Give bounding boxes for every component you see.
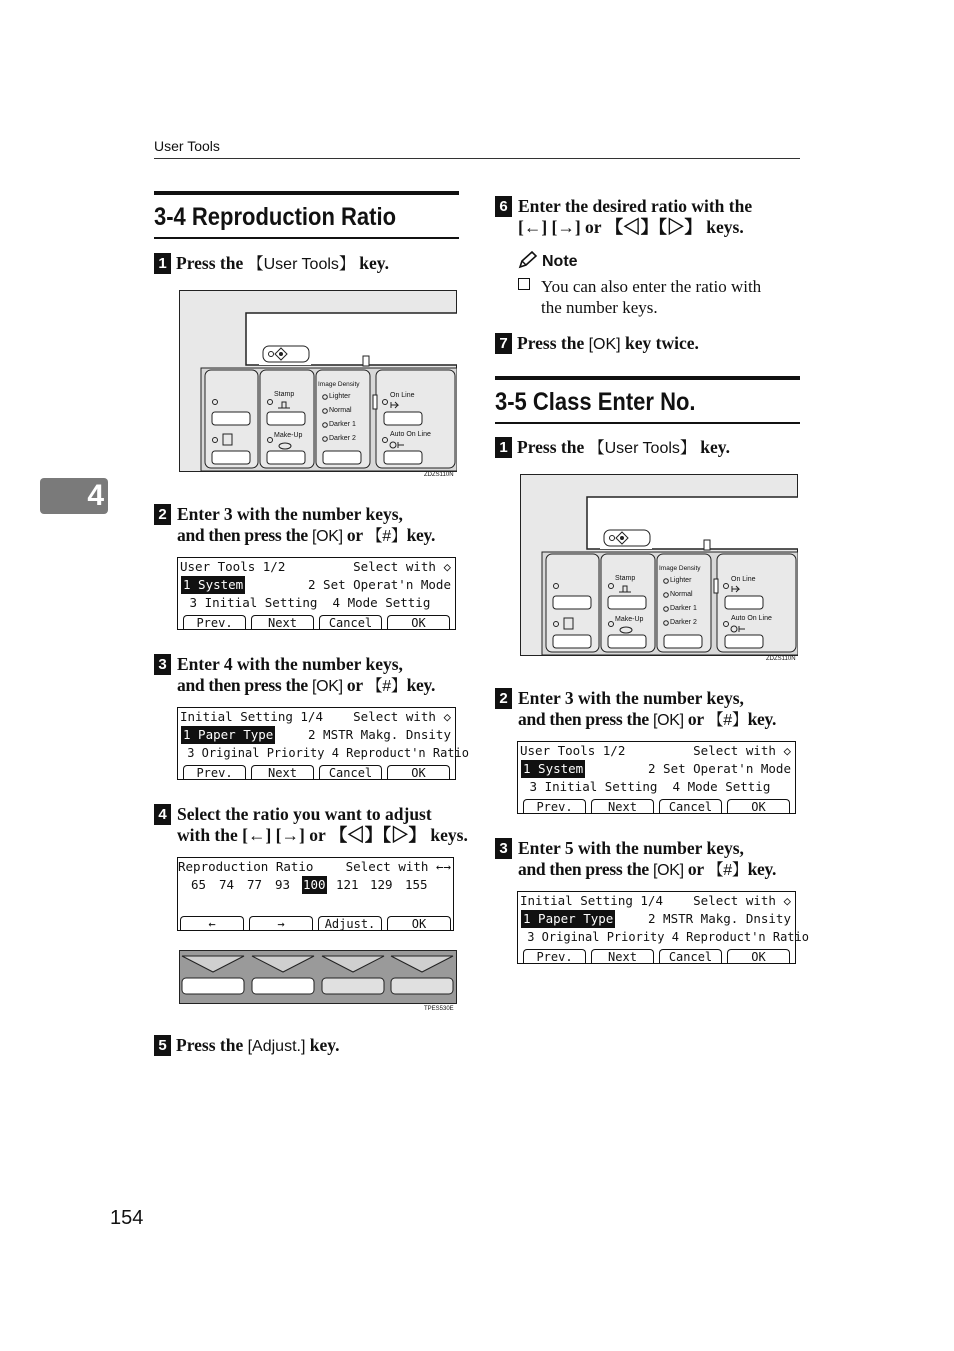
lcd-cancel-button[interactable]: Cancel xyxy=(659,949,722,963)
lcd-row-1 xyxy=(178,858,453,876)
lcd-row-3: 3 Original Priority 4 Reproduct'n Ratio xyxy=(520,930,809,944)
lcd-row-2 xyxy=(518,910,795,928)
step-1 xyxy=(154,253,464,275)
lcd-item: 2 Set Operat'n Mode xyxy=(648,761,791,776)
lcd-title: Initial Setting 1/4 xyxy=(520,893,663,908)
section-heading-3-5 xyxy=(495,376,800,424)
step-text-line xyxy=(177,675,459,697)
auto-online-label: Auto On Line xyxy=(731,615,772,622)
step-5 xyxy=(154,1035,464,1057)
lighter-label: Lighter xyxy=(329,393,351,400)
step-text: and then press the xyxy=(177,525,312,545)
step-number: 1 xyxy=(154,253,171,274)
ratio-value: 121 xyxy=(336,877,359,892)
lcd-ok-button[interactable]: OK xyxy=(387,765,450,779)
step-number: 4 xyxy=(154,804,171,825)
step-number: 7 xyxy=(495,333,512,354)
auto-online-label: Auto On Line xyxy=(390,431,431,438)
lcd-ok-button[interactable]: OK xyxy=(387,916,451,930)
lcd-row-1 xyxy=(178,708,455,726)
step-1 xyxy=(495,437,805,459)
user-tools-key: 【User Tools】 xyxy=(588,440,696,457)
lcd-prev-button[interactable]: Prev. xyxy=(523,799,586,813)
lcd-selected-item: 1 Paper Type xyxy=(523,911,614,926)
lcd-title: User Tools 1/2 xyxy=(180,559,286,574)
normal-label: Normal xyxy=(670,591,693,598)
step-number: 5 xyxy=(154,1035,171,1056)
running-header: User Tools xyxy=(154,138,220,154)
ratio-value: 65 xyxy=(191,877,207,892)
makeup-label: Make-Up xyxy=(274,432,303,439)
normal-label: Normal xyxy=(329,407,352,414)
note-line: You can also enter the ratio with xyxy=(541,277,762,296)
hash-key: 【#】 xyxy=(707,712,748,729)
lcd-next-button[interactable]: Next xyxy=(251,615,314,629)
ok-key: [OK] xyxy=(588,336,621,353)
step-text-line: with the [←] [→] or 【◁】【▷】 keys. xyxy=(177,825,468,845)
lcd-left-arrow-button[interactable]: ← xyxy=(180,916,244,930)
step-text: key. xyxy=(406,675,436,695)
note-body xyxy=(541,276,803,318)
step-text-line xyxy=(177,525,459,547)
pencil-icon xyxy=(518,251,538,274)
ratio-value: 129 xyxy=(370,877,393,892)
step-text: and then press the xyxy=(518,859,653,879)
lcd-display-reproduction-ratio xyxy=(177,857,454,931)
step-text-line: Enter 5 with the number keys, xyxy=(518,838,744,858)
step-text-line: Enter 3 with the number keys, xyxy=(518,688,744,708)
online-label: On Line xyxy=(731,576,756,583)
lcd-selected-item: 1 System xyxy=(183,577,244,592)
ratio-value: 77 xyxy=(247,877,263,892)
lcd-display-user-tools xyxy=(177,557,456,630)
lcd-right-arrow-button[interactable]: → xyxy=(249,916,313,930)
hash-key: 【#】 xyxy=(707,862,748,879)
step-text-line xyxy=(518,859,800,881)
step-text-line: Enter 3 with the number keys, xyxy=(177,504,403,524)
note-line: the number keys. xyxy=(541,298,658,317)
lcd-prev-button[interactable]: Prev. xyxy=(523,949,586,963)
step-number: 3 xyxy=(495,838,512,859)
step-3 xyxy=(158,654,459,697)
lcd-display-initial-setting xyxy=(177,707,469,780)
makeup-label: Make-Up xyxy=(615,616,644,623)
lcd-title: Reproduction Ratio xyxy=(178,859,314,874)
lcd-cancel-button[interactable]: Cancel xyxy=(319,765,382,779)
chapter-tab: 4 xyxy=(40,478,108,514)
ratio-value-selected: 100 xyxy=(303,877,326,892)
step-text: Press the xyxy=(517,333,589,353)
lcd-display-initial-setting xyxy=(517,891,809,964)
darker1-label: Darker 1 xyxy=(670,605,697,612)
lcd-row-3: 3 Initial Setting 4 Mode Settig xyxy=(522,779,771,794)
darker2-label: Darker 2 xyxy=(670,619,697,626)
note-title: Note xyxy=(542,253,578,271)
lcd-ok-button[interactable]: OK xyxy=(387,615,450,629)
lcd-prev-button[interactable]: Prev. xyxy=(183,765,246,779)
step-number: 2 xyxy=(154,504,171,525)
lcd-hint: Select with ←→ xyxy=(345,859,451,874)
step-2 xyxy=(158,504,459,547)
lcd-row-3: 3 Initial Setting 4 Mode Settig xyxy=(182,595,431,610)
step-text-line: Enter the desired ratio with the xyxy=(518,196,753,216)
page-number: 154 xyxy=(110,1207,144,1229)
lcd-row-2 xyxy=(518,760,795,778)
lcd-cancel-button[interactable]: Cancel xyxy=(319,615,382,629)
step-number: 1 xyxy=(495,437,512,458)
user-tools-key: 【User Tools】 xyxy=(247,256,355,273)
lcd-row-2 xyxy=(178,576,455,594)
ratio-value: 93 xyxy=(275,877,291,892)
ratio-value: 74 xyxy=(219,877,235,892)
soft-keys-illustration xyxy=(179,950,457,1004)
step-4 xyxy=(158,804,468,846)
lcd-item: 2 Set Operat'n Mode xyxy=(308,577,451,592)
step-text: or xyxy=(342,675,367,695)
figure-code: ZDZS110N xyxy=(766,656,796,662)
step-text: and then press the xyxy=(518,709,653,729)
step-text: key. xyxy=(406,525,436,545)
stamp-label: Stamp xyxy=(274,391,295,398)
checkbox-bullet-icon xyxy=(518,278,530,290)
step-text: Press the xyxy=(517,437,589,457)
control-panel-illustration xyxy=(179,290,457,472)
lcd-selected-item: 1 System xyxy=(523,761,584,776)
lcd-hint: Select with ◇ xyxy=(693,743,791,758)
lcd-ok-button[interactable]: OK xyxy=(727,799,790,813)
lcd-row-1 xyxy=(518,742,795,760)
lcd-prev-button[interactable]: Prev. xyxy=(183,615,246,629)
lcd-row-1 xyxy=(178,558,455,576)
step-text: key. xyxy=(695,437,730,457)
header-rule xyxy=(154,158,800,159)
ok-key: [OK] xyxy=(652,862,684,879)
lcd-item: 2 MSTR Makg. Dnsity xyxy=(308,727,451,742)
ok-key: [OK] xyxy=(652,712,684,729)
lcd-hint: Select with ◇ xyxy=(353,559,451,574)
step-text-line: Enter 4 with the number keys, xyxy=(177,654,403,674)
step-text: key. xyxy=(354,253,389,273)
figure-code: TPES530E xyxy=(424,1006,454,1012)
note-heading xyxy=(518,251,578,274)
lcd-display-user-tools xyxy=(517,741,796,814)
soft-keys-svg xyxy=(179,950,457,1004)
darker2-label: Darker 2 xyxy=(329,435,356,442)
lcd-row-1 xyxy=(518,892,795,910)
ok-key: [OK] xyxy=(311,678,343,695)
ok-key: [OK] xyxy=(311,528,343,545)
adjust-key: [Adjust.] xyxy=(247,1038,306,1055)
step-number: 3 xyxy=(154,654,171,675)
step-text-line: [←] [→] or 【◁】【▷】 keys. xyxy=(518,217,744,237)
step-number: 6 xyxy=(495,196,512,217)
step-text: or xyxy=(683,859,708,879)
step-text: or xyxy=(683,709,708,729)
step-2 xyxy=(499,688,800,731)
image-density-label: Image Density xyxy=(659,565,701,572)
step-6 xyxy=(499,196,800,238)
lcd-cancel-button[interactable]: Cancel xyxy=(659,799,722,813)
step-text: and then press the xyxy=(177,675,312,695)
figure-code: ZDZS110N xyxy=(424,472,454,478)
control-panel-illustration xyxy=(520,474,798,656)
lcd-item: 2 MSTR Makg. Dnsity xyxy=(648,911,791,926)
image-density-label: Image Density xyxy=(318,381,360,388)
hash-key: 【#】 xyxy=(366,678,407,695)
lcd-selected-item: 1 Paper Type xyxy=(183,727,274,742)
darker1-label: Darker 1 xyxy=(329,421,356,428)
lcd-title: Initial Setting 1/4 xyxy=(180,709,323,724)
lcd-hint: Select with ◇ xyxy=(353,709,451,724)
section-title: 3-5 Class Enter No. xyxy=(495,388,696,416)
step-7 xyxy=(495,333,805,355)
hash-key: 【#】 xyxy=(366,528,407,545)
lcd-ok-button[interactable]: OK xyxy=(727,949,790,963)
ratio-value: 155 xyxy=(405,877,428,892)
step-text: or xyxy=(342,525,367,545)
stamp-label: Stamp xyxy=(615,575,636,582)
lcd-adjust-button[interactable]: Adjust. xyxy=(318,916,382,930)
step-3 xyxy=(499,838,800,881)
step-text: Press the xyxy=(176,253,248,273)
ratio-values-row xyxy=(178,876,453,894)
lcd-next-button[interactable]: Next xyxy=(251,765,314,779)
step-text-line xyxy=(518,709,800,731)
step-text: key. xyxy=(305,1035,340,1055)
section-heading-3-4 xyxy=(154,191,459,239)
lcd-hint: Select with ◇ xyxy=(693,893,791,908)
lcd-row-3: 3 Original Priority 4 Reproduct'n Ratio xyxy=(180,746,469,760)
step-text-line: Select the ratio you want to adjust xyxy=(177,804,432,824)
lcd-next-button[interactable]: Next xyxy=(591,799,654,813)
section-title: 3-4 Reproduction Ratio xyxy=(154,203,397,231)
lcd-row-2 xyxy=(178,726,455,744)
step-text: key. xyxy=(747,859,777,879)
step-text: key. xyxy=(747,709,777,729)
lighter-label: Lighter xyxy=(670,577,692,584)
step-text: key twice. xyxy=(620,333,699,353)
lcd-next-button[interactable]: Next xyxy=(591,949,654,963)
step-text: Press the xyxy=(176,1035,248,1055)
online-label: On Line xyxy=(390,392,415,399)
lcd-title: User Tools 1/2 xyxy=(520,743,626,758)
step-number: 2 xyxy=(495,688,512,709)
